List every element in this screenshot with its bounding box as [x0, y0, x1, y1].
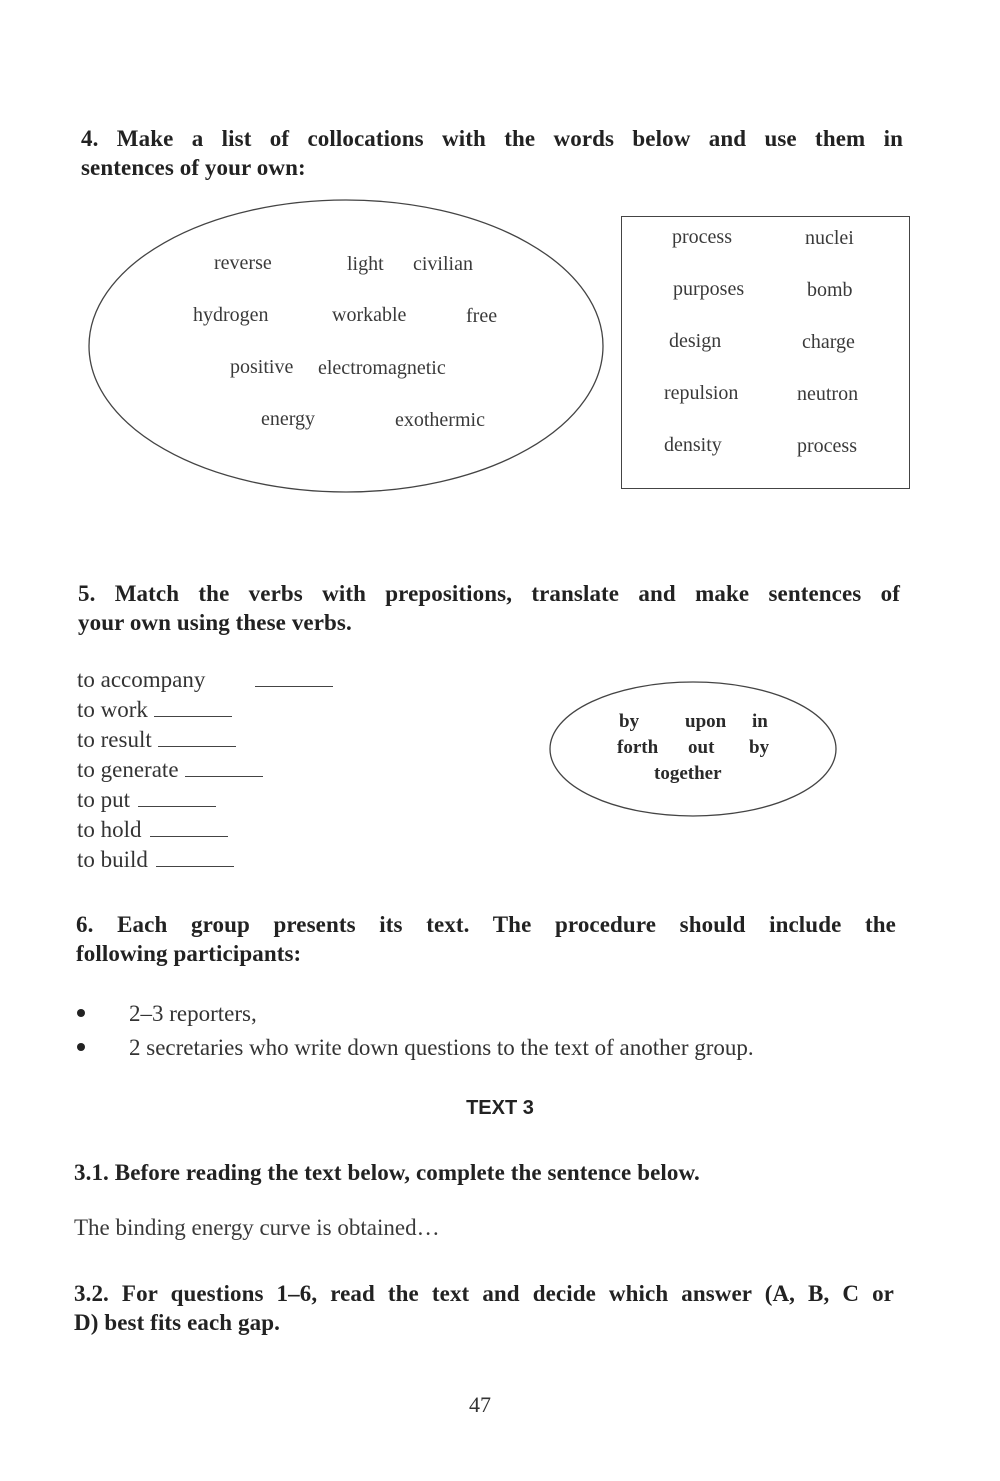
verb-item: [77, 786, 216, 813]
exercise-5-heading: [78, 579, 900, 637]
answer-blank[interactable]: [156, 846, 234, 867]
preposition: in: [752, 711, 768, 732]
ellipse-word: electromagnetic: [318, 357, 446, 379]
verb-item: [77, 816, 228, 843]
preposition: together: [654, 763, 722, 784]
ellipse-word: hydrogen: [193, 304, 269, 326]
preposition: forth: [617, 737, 659, 758]
exercise-4-heading: [81, 124, 903, 182]
task-3-2-heading-line2: D) best fits each gap.: [74, 1310, 280, 1335]
ellipse-word: exothermic: [395, 409, 485, 431]
verb-item: [77, 726, 236, 753]
box-word: nuclei: [805, 227, 854, 249]
answer-blank[interactable]: [185, 756, 263, 777]
bullet-text: 2–3 reporters,: [129, 1001, 257, 1026]
verb-label: to work: [77, 697, 148, 722]
box-word: purposes: [673, 278, 745, 300]
answer-blank[interactable]: [255, 666, 333, 687]
bullet-item: [77, 1035, 754, 1061]
box-word: density: [664, 434, 722, 456]
box-word: charge: [802, 331, 855, 353]
exercise-6-heading: [76, 910, 896, 968]
box-word: neutron: [797, 383, 859, 405]
ellipse-word: energy: [261, 408, 316, 430]
ellipse-word: positive: [230, 356, 294, 378]
ellipse-word: workable: [332, 304, 407, 326]
answer-blank[interactable]: [154, 696, 232, 717]
bullet-item: [77, 1001, 257, 1027]
verb-label: to result: [77, 727, 152, 752]
preposition: upon: [685, 711, 727, 732]
preposition: out: [688, 737, 715, 758]
verb-label: to hold: [77, 817, 142, 842]
answer-blank[interactable]: [158, 726, 236, 747]
verb-label: to build: [77, 847, 148, 872]
exercise-6-heading-line2: following participants:: [76, 941, 302, 966]
box-word: process: [672, 226, 732, 248]
verb-item: [77, 846, 234, 873]
verb-label: to put: [77, 787, 131, 812]
task-3-2-heading: [74, 1279, 894, 1337]
task-3-2-heading-line1: 3.2. For questions 1–6, read the text and decide which answer (A, B, C or: [74, 1281, 894, 1306]
section-title: TEXT 3: [466, 1097, 534, 1119]
box-word: repulsion: [664, 382, 739, 404]
bullet-icon: [77, 1009, 85, 1017]
answer-blank[interactable]: [138, 786, 216, 807]
exercise-4-heading-line1: 4. Make a list of collocations with the words below and use them in: [81, 126, 903, 151]
ellipse-word: civilian: [413, 253, 473, 275]
preposition: by: [749, 737, 770, 758]
verb-label: to generate: [77, 757, 179, 782]
ellipse-word: free: [466, 305, 498, 327]
prompt-sentence: The binding energy curve is obtained…: [74, 1215, 440, 1240]
box-word: process: [797, 435, 857, 457]
bullet-text: 2 secretaries who write down questions to the text of another group.: [129, 1035, 754, 1060]
ellipse-word: light: [347, 253, 384, 275]
verb-item: [77, 666, 333, 693]
box-word: design: [669, 330, 722, 352]
preposition: by: [619, 711, 640, 732]
bullet-icon: [77, 1043, 85, 1051]
exercise-5-heading-line1: 5. Match the verbs with prepositions, translate and make sentences of: [78, 581, 900, 606]
verb-item: [77, 756, 263, 783]
page-number: 47: [469, 1392, 491, 1417]
task-3-1-heading: 3.1. Before reading the text below, complete the sentence below.: [74, 1160, 700, 1185]
exercise-6-heading-line1: 6. Each group presents its text. The procedure should include the: [76, 912, 896, 937]
verb-item: [77, 696, 232, 723]
box-word: bomb: [807, 279, 853, 301]
exercise-5-heading-line2: your own using these verbs.: [78, 610, 352, 635]
ellipse-word: reverse: [214, 252, 272, 274]
word-ellipse: [85, 198, 610, 498]
verb-label: to accompany: [77, 667, 206, 692]
answer-blank[interactable]: [150, 816, 228, 837]
exercise-4-heading-line2: sentences of your own:: [81, 155, 306, 180]
